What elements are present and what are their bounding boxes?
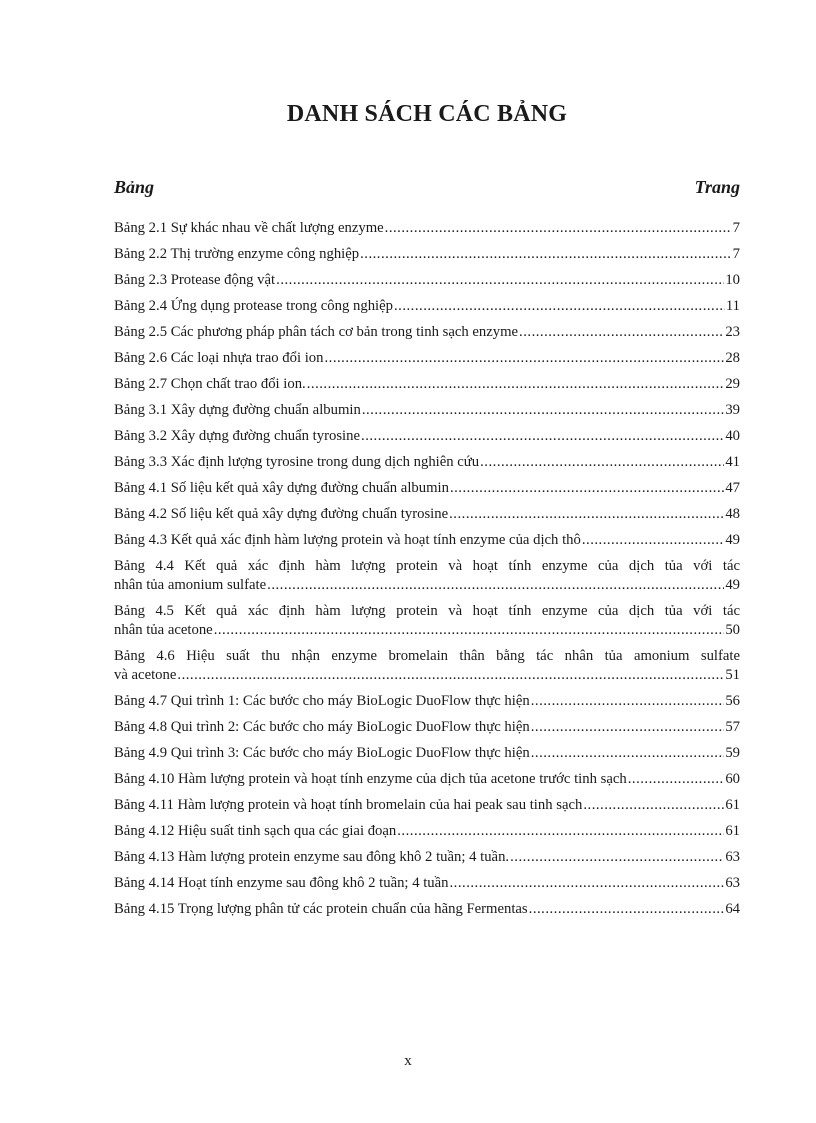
- list-item-page: 61: [725, 797, 740, 813]
- list-item-page: 57: [725, 719, 740, 735]
- leader-dots: [361, 427, 724, 446]
- leader-dots: [450, 874, 725, 893]
- list-item-label: Bảng 2.2 Thị trường enzyme công nghiệp: [114, 246, 360, 262]
- list-item[interactable]: [114, 874, 740, 893]
- list-item-label: Bảng 2.4 Ứng dụng protease trong công nghiệp: [114, 298, 393, 314]
- list-item-page: 28: [725, 350, 740, 366]
- leader-dots: [582, 531, 724, 550]
- list-item[interactable]: [114, 692, 740, 711]
- list-item[interactable]: [114, 796, 740, 815]
- list-item-label: Bảng 4.2 Số liệu kết quả xây dựng đường chuẩn tyrosine: [114, 506, 449, 522]
- list-item[interactable]: [114, 718, 740, 737]
- leader-dots: [267, 576, 724, 595]
- list-item-page: 39: [725, 402, 740, 418]
- list-item[interactable]: [114, 647, 740, 685]
- list-item-page: 10: [725, 272, 740, 288]
- list-item-page: 60: [725, 771, 740, 787]
- list-item[interactable]: [114, 271, 740, 290]
- table-list: [114, 219, 740, 926]
- list-item-label: Bảng 4.7 Qui trình 1: Các bước cho máy BioLogic DuoFlow thực hiện: [114, 693, 530, 709]
- list-item[interactable]: [114, 401, 740, 420]
- list-item-page: 56: [725, 693, 740, 709]
- list-item-label: Bảng 4.11 Hàm lượng protein và hoạt tính bromelain của hai peak sau tinh sạch: [114, 797, 583, 813]
- column-header: [114, 177, 740, 198]
- list-item-page: 63: [725, 875, 740, 891]
- leader-dots: [307, 375, 725, 394]
- list-item-label-line2: nhân tủa acetone: [114, 622, 213, 638]
- list-item[interactable]: [114, 848, 740, 867]
- list-item-page: 49: [725, 577, 740, 593]
- page-number: x: [404, 1053, 412, 1069]
- leader-dots: [510, 848, 724, 867]
- list-item-page: 47: [725, 480, 740, 496]
- list-item-label: Bảng 4.12 Hiệu suất tinh sạch qua các giai đoạn: [114, 823, 397, 839]
- list-item-label: Bảng 3.2 Xây dựng đường chuẩn tyrosine: [114, 428, 361, 444]
- list-item[interactable]: [114, 744, 740, 763]
- list-item-label-line2: và acetone: [114, 667, 177, 683]
- leader-dots: [394, 297, 725, 316]
- list-item-page: 7: [732, 220, 740, 236]
- leader-dots: [529, 900, 725, 919]
- list-item-label: Bảng 2.1 Sự khác nhau về chất lượng enzyme: [114, 220, 384, 236]
- list-item-page: 50: [725, 622, 740, 638]
- list-item-label: Bảng 4.14 Hoạt tính enzyme sau đông khô 2 tuần; 4 tuần: [114, 875, 449, 891]
- list-item-label: Bảng 4.15 Trọng lượng phân tử các protein chuẩn của hãng Fermentas: [114, 901, 528, 917]
- list-item-label: Bảng 3.1 Xây dựng đường chuẩn albumin: [114, 402, 361, 418]
- leader-dots: [449, 505, 724, 524]
- list-item[interactable]: [114, 505, 740, 524]
- list-item-label-line2: nhân tủa amonium sulfate: [114, 577, 267, 593]
- list-item[interactable]: [114, 453, 740, 472]
- list-item-label: Bảng 2.5 Các phương pháp phân tách cơ bản trong tinh sạch enzyme: [114, 324, 519, 340]
- leader-dots: [531, 744, 725, 763]
- leader-dots: [531, 692, 725, 711]
- list-item-label-line1: Bảng 4.6 Hiệu suất thu nhận enzyme bromelain thân bằng tác nhân tủa amonium sulfate: [114, 648, 740, 664]
- list-item[interactable]: [114, 375, 740, 394]
- list-item-page: 7: [732, 246, 740, 262]
- list-item[interactable]: [114, 770, 740, 789]
- leader-dots: [531, 718, 725, 737]
- list-item-page: 63: [725, 849, 740, 865]
- list-item-label: Bảng 4.1 Số liệu kết quả xây dựng đường chuẩn albumin: [114, 480, 449, 496]
- leader-dots: [397, 822, 724, 841]
- leader-dots: [519, 323, 724, 342]
- leader-dots: [214, 621, 725, 640]
- leader-dots: [360, 245, 732, 264]
- list-item[interactable]: [114, 323, 740, 342]
- list-item-page: 59: [725, 745, 740, 761]
- leader-dots: [450, 479, 724, 498]
- list-item-page: 41: [725, 454, 740, 470]
- list-item[interactable]: [114, 479, 740, 498]
- list-item[interactable]: [114, 531, 740, 550]
- list-item-page: 29: [725, 376, 740, 392]
- column-header-page: Trang: [694, 177, 740, 197]
- page-title: DANH SÁCH CÁC BẢNG: [286, 101, 568, 127]
- leader-dots: [177, 666, 724, 685]
- list-item-page: 23: [725, 324, 740, 340]
- leader-dots: [276, 271, 724, 290]
- list-item[interactable]: [114, 245, 740, 264]
- leader-dots: [628, 770, 725, 789]
- list-item-label: Bảng 4.8 Qui trình 2: Các bước cho máy BioLogic DuoFlow thực hiện: [114, 719, 530, 735]
- list-item-page: 40: [725, 428, 740, 444]
- list-item-label: Bảng 2.3 Protease động vật: [114, 272, 276, 288]
- list-item[interactable]: [114, 297, 740, 316]
- leader-dots: [362, 401, 724, 420]
- list-item-label: Bảng 3.3 Xác định lượng tyrosine trong dung dịch nghiên cứu: [114, 454, 480, 470]
- list-item-page: 51: [725, 667, 740, 683]
- list-item[interactable]: [114, 219, 740, 238]
- list-item-label: Bảng 4.3 Kết quả xác định hàm lượng protein và hoạt tính enzyme của dịch thô: [114, 532, 581, 548]
- list-item-label: Bảng 2.6 Các loại nhựa trao đổi ion: [114, 350, 324, 366]
- leader-dots: [385, 219, 732, 238]
- list-item-page: 61: [725, 823, 740, 839]
- leader-dots: [324, 349, 724, 368]
- list-item-label: Bảng 4.13 Hàm lượng protein enzyme sau đông khô 2 tuần; 4 tuần.: [114, 849, 510, 865]
- list-item[interactable]: [114, 602, 740, 640]
- list-item-page: 49: [725, 532, 740, 548]
- list-item-label-line1: Bảng 4.5 Kết quả xác định hàm lượng protein và hoạt tính enzyme của dịch tủa với tác: [114, 603, 740, 619]
- list-item[interactable]: [114, 349, 740, 368]
- list-item-label: Bảng 4.10 Hàm lượng protein và hoạt tính enzyme của dịch tủa acetone trước tinh sạch: [114, 771, 627, 787]
- leader-dots: [583, 796, 724, 815]
- list-item[interactable]: [114, 427, 740, 446]
- list-item-label: Bảng 2.7 Chọn chất trao đổi ion.: [114, 376, 306, 392]
- column-header-table: Bảng: [114, 177, 155, 197]
- list-item-page: 48: [725, 506, 740, 522]
- list-item-label: Bảng 4.9 Qui trình 3: Các bước cho máy BioLogic DuoFlow thực hiện: [114, 745, 530, 761]
- list-item-label-line1: Bảng 4.4 Kết quả xác định hàm lượng protein và hoạt tính enzyme của dịch tủa với tác: [114, 558, 740, 574]
- list-item-page: 64: [725, 901, 740, 917]
- list-item[interactable]: [114, 822, 740, 841]
- leader-dots: [480, 453, 724, 472]
- list-item-page: 11: [725, 298, 740, 314]
- list-item[interactable]: [114, 557, 740, 595]
- list-item[interactable]: [114, 900, 740, 919]
